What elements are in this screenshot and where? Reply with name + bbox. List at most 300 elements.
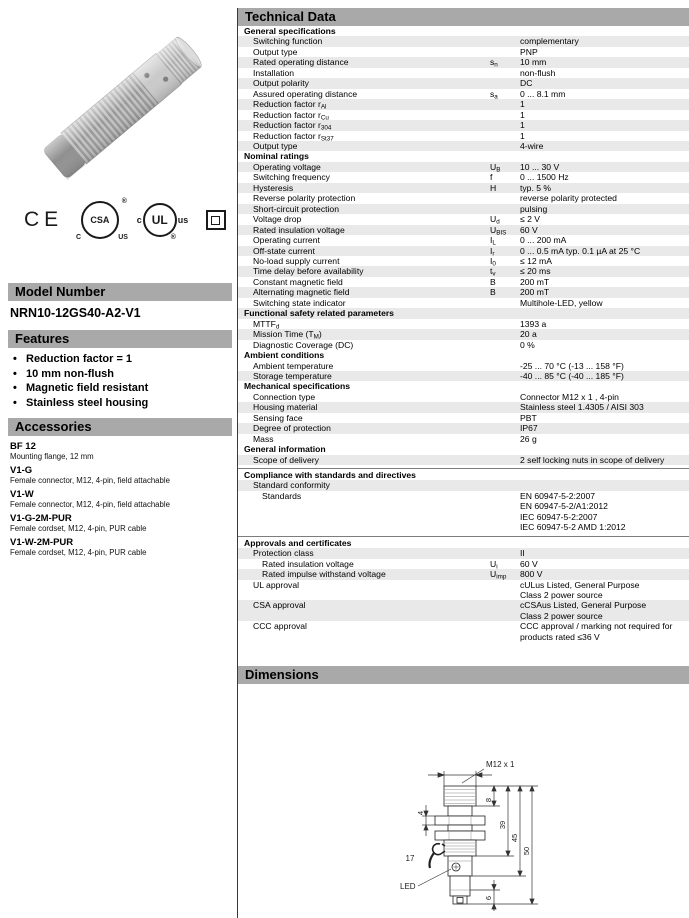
spec-value-line: PNP: [520, 46, 538, 57]
spec-value: [520, 47, 689, 57]
spec-value-line: DC: [520, 78, 533, 89]
spec-value-line: Stainless steel 1.4305 / AISI 303: [520, 402, 644, 413]
spec-label: Mission Time $(T_M)$: [253, 329, 322, 341]
spec-row: [238, 141, 689, 151]
spec-row: [238, 287, 689, 297]
spec-value-line: IEC 60947-5-2:2007: [520, 511, 598, 522]
spec-value: [520, 57, 689, 67]
spec-value-line: 0 ... 0.5 mA typ. 0.1 µA at 25 °C: [520, 245, 641, 256]
spec-value: [520, 204, 689, 214]
spec-row: [238, 329, 689, 339]
spec-row: [238, 246, 689, 256]
spec-row: [238, 434, 689, 444]
spec-value: [520, 455, 689, 465]
dim-4-label: 4: [416, 810, 425, 816]
spec-symbol: $U_d$: [490, 214, 500, 226]
bullet-icon: •: [13, 396, 17, 409]
spec-row: [238, 600, 689, 621]
spec-value: [520, 110, 689, 120]
accessory-name: BF 12: [10, 441, 36, 452]
accessory-name: V1-G: [10, 465, 33, 476]
spec-row: [238, 455, 689, 465]
spec-symbol: [490, 193, 520, 203]
spec-symbol: [490, 47, 520, 57]
accessory-item: [10, 489, 232, 510]
spec-value-line: 10 mm: [520, 57, 547, 68]
spec-row: [238, 68, 689, 78]
spec-row: [238, 99, 689, 109]
spec-row: [238, 120, 689, 130]
feature-text: Magnetic field resistant: [26, 382, 149, 395]
spec-row: [238, 569, 689, 579]
spec-value-line: II: [520, 548, 525, 559]
spec-row: [238, 402, 689, 412]
model-number-header: Model Number: [8, 283, 232, 301]
protection-class-ii-icon: [206, 210, 226, 230]
spec-label: Off-state current: [253, 245, 315, 256]
spec-value: [520, 235, 689, 245]
spec-symbol: [490, 413, 520, 423]
sensor-body: [42, 34, 205, 180]
section-title: General information: [244, 444, 326, 455]
spec-row: [238, 193, 689, 203]
spec-value: [520, 413, 689, 423]
csa-mark-icon: [75, 198, 128, 241]
spec-row: [238, 277, 689, 287]
product-photo: [10, 12, 232, 198]
spec-label: Output type: [253, 46, 298, 57]
section-title: Approvals and certificates: [244, 537, 352, 548]
spec-symbol: $U_{imp}$: [490, 569, 507, 581]
spec-label: Reduction factor $r_{Al}$: [253, 99, 327, 111]
spec-symbol: [490, 340, 520, 350]
spec-symbol: $I_r$: [490, 245, 495, 258]
spec-value-line: ≤ 12 mA: [520, 255, 552, 266]
spec-label: Reduction factor $r_{304}$: [253, 120, 332, 132]
spec-label: Rated insulation voltage: [262, 558, 354, 569]
section-ambient-conditions: [238, 350, 689, 381]
square-inner: [211, 216, 220, 225]
ul-c-label: c: [136, 215, 142, 225]
spec-symbol: [490, 36, 520, 46]
accessory-name: V1-W-2M-PUR: [10, 537, 74, 548]
spec-row: [238, 235, 689, 245]
section-mechanical-specifications: [238, 381, 689, 444]
spec-row: [238, 204, 689, 214]
spec-value: [520, 172, 689, 182]
spec-symbol: [490, 298, 520, 308]
spec-symbol: [490, 402, 520, 412]
spec-value: [520, 580, 689, 601]
spec-row: [238, 548, 689, 558]
spec-row: [238, 423, 689, 433]
spec-row: [238, 162, 689, 172]
thread-size-label: M12 x 1: [486, 760, 515, 769]
spec-symbol: [490, 110, 520, 120]
spec-row: [238, 621, 689, 642]
spec-row: [238, 266, 689, 276]
spec-label: Standard conformity: [253, 480, 330, 491]
features-header: Features: [8, 330, 232, 348]
spec-label: Rated operating distance: [253, 57, 349, 68]
accessory-description: Female connector, M12, 4-pin, field attachable: [10, 476, 170, 485]
spec-value: [520, 214, 689, 224]
section-title: Compliance with standards and directives: [244, 470, 416, 481]
section-general-information: [238, 444, 689, 465]
spec-label: Operating voltage: [253, 161, 321, 172]
spec-value-line: reverse polarity protected: [520, 193, 617, 204]
feature-text: 10 mm non-flush: [26, 367, 115, 380]
spec-symbol: [490, 361, 520, 371]
spec-label: UL approval: [253, 579, 300, 590]
spec-symbol: $s_a$: [490, 88, 498, 101]
spec-symbol: [490, 392, 520, 402]
spec-label: Switching state indicator: [253, 297, 346, 308]
spec-symbol: [490, 548, 520, 558]
dim-50-label: 50: [522, 846, 531, 856]
spec-symbol: [490, 455, 520, 465]
spec-value-line: ≤ 2 V: [520, 214, 541, 225]
spec-value: [520, 569, 689, 579]
spec-symbol: [490, 480, 520, 490]
spec-symbol: f: [490, 172, 493, 183]
spec-symbol: [490, 491, 520, 533]
spec-value-line: typ. 5 %: [520, 182, 552, 193]
section-functional-safety-related-parameters: [238, 308, 689, 350]
spec-label: Scope of delivery: [253, 454, 319, 465]
spec-value: [520, 361, 689, 371]
spec-label: Connection type: [253, 391, 316, 402]
spec-symbol: $U_{BIS}$: [490, 224, 507, 237]
spec-value-line: 1: [520, 109, 525, 120]
spec-value: [520, 621, 689, 642]
accessories-header: Accessories: [8, 418, 232, 436]
section-general-specifications: [238, 26, 689, 151]
spec-symbol: $U_i$: [490, 558, 498, 571]
wrench-size-label: 17: [405, 854, 415, 863]
spec-value-line: 0 ... 8.1 mm: [520, 88, 566, 99]
model-number-value: NRN10-12GS40-A2-V1: [10, 306, 141, 320]
spec-symbol: [490, 329, 520, 339]
spec-symbol: [490, 600, 520, 621]
led-label: LED: [400, 882, 416, 891]
spec-row: [238, 340, 689, 350]
spec-value: [520, 340, 689, 350]
accessory-description: Female cordset, M12, 4-pin, PUR cable: [10, 548, 147, 557]
spec-label: Switching function: [253, 36, 323, 47]
spec-value-line: pulsing: [520, 203, 548, 214]
feature-text: Stainless steel housing: [26, 396, 149, 409]
section-title: Functional safety related parameters: [238, 308, 689, 318]
spec-value-line: 200 mT: [520, 287, 550, 298]
feature-item: [10, 381, 232, 396]
spec-value-line: non-flush: [520, 67, 556, 78]
spec-value: [520, 480, 689, 490]
accessory-description: Female connector, M12, 4-pin, field attachable: [10, 500, 170, 509]
accessory-item: [10, 441, 232, 462]
spec-symbol: B: [490, 276, 496, 287]
accessory-item: [10, 537, 232, 558]
spec-label: Reduction factor $r_{St37}$: [253, 130, 334, 143]
feature-item: [10, 396, 232, 411]
spec-value-line: 2 self locking nuts in scope of delivery: [520, 454, 665, 465]
spec-label: Assured operating distance: [253, 88, 358, 99]
ce-mark-icon: CE: [24, 208, 64, 231]
spec-value: [520, 423, 689, 433]
accessory-name: V1-G-2M-PUR: [10, 513, 72, 524]
spec-label: Output polarity: [253, 78, 309, 89]
spec-label: CSA approval: [253, 600, 306, 611]
accessory-item: [10, 465, 232, 486]
spec-label: Protection class: [253, 548, 314, 559]
spec-value: [520, 559, 689, 569]
ul-circle: UL: [143, 203, 177, 237]
spec-value: [520, 402, 689, 412]
section-title: Ambient conditions: [244, 350, 325, 361]
spec-label: Reverse polarity protection: [253, 193, 356, 204]
spec-value-line: cCSAus Listed, General Purpose: [520, 600, 647, 611]
spec-row: [238, 256, 689, 266]
spec-symbol: [490, 621, 520, 642]
features-list: [10, 352, 232, 410]
spec-symbol: $I_L$: [490, 235, 496, 247]
section-approvals-and-certificates: [238, 536, 689, 643]
spec-symbol: [490, 319, 520, 329]
spec-row: [238, 371, 689, 381]
spec-row: [238, 392, 689, 402]
spec-value: [520, 392, 689, 402]
bullet-icon: •: [13, 353, 17, 365]
accessory-description: Mounting flange, 12 mm: [10, 452, 94, 461]
ul-us-label: us: [177, 215, 189, 225]
dim-6-label: 6: [484, 895, 493, 901]
spec-symbol: $t_v$: [490, 266, 496, 278]
spec-label: Time delay before availability: [253, 266, 364, 277]
spec-row: [238, 298, 689, 308]
spec-value-line: -40 ... 85 °C (-40 ... 185 °F): [520, 370, 624, 381]
section-nominal-ratings: [238, 151, 689, 308]
spec-value-line: -25 ... 70 °C (-13 ... 158 °F): [520, 360, 624, 371]
spec-value: [520, 266, 689, 276]
highlight: [42, 37, 202, 180]
spec-label: Standards: [262, 490, 302, 501]
dimensions-header: Dimensions: [238, 666, 689, 684]
spec-label: Output type: [253, 140, 298, 151]
spec-label: No-load supply current: [253, 255, 340, 266]
accessory-item: [10, 513, 232, 534]
spec-value-line: 800 V: [520, 569, 543, 580]
ul-reg-symbol: ®: [170, 234, 176, 241]
spec-row: [238, 559, 689, 569]
spec-value-line: 0 ... 1500 Hz: [520, 172, 569, 183]
spec-value: [520, 78, 689, 88]
dim-8-label: 8: [484, 797, 493, 803]
spec-row: [238, 413, 689, 423]
spec-label: Ambient temperature: [253, 360, 334, 371]
ul-mark-icon: [136, 203, 189, 241]
spec-value: [520, 298, 689, 308]
csa-us-label: US: [118, 234, 128, 241]
spec-label: Mass: [253, 433, 274, 444]
spec-symbol: [490, 68, 520, 78]
spec-symbol: $I_0$: [490, 255, 496, 268]
spec-row: [238, 172, 689, 182]
spec-value: [520, 162, 689, 172]
technical-data-header: Technical Data: [238, 8, 689, 26]
spec-row: [238, 57, 689, 67]
spec-symbol: H: [490, 182, 497, 193]
spec-row: [238, 580, 689, 601]
spec-symbol: B: [490, 287, 496, 298]
spec-value: [520, 131, 689, 141]
spec-label: Constant magnetic field: [253, 276, 343, 287]
spec-label: $MTTF_d$: [253, 318, 280, 331]
spec-value-line: Multihole-LED, yellow: [520, 297, 603, 308]
spec-value-line: 1: [520, 120, 525, 131]
feature-item: [10, 367, 232, 382]
square-outer: [206, 210, 226, 230]
spec-value: [520, 193, 689, 203]
spec-value-line: 1: [520, 99, 525, 110]
spec-value-line: Connector M12 x 1 , 4-pin: [520, 391, 619, 402]
spec-value-line: EN 60947-5-2/A1:2012: [520, 501, 608, 512]
spec-value-line: PBT: [520, 412, 537, 423]
spec-symbol: $s_n$: [490, 57, 498, 69]
spec-row: [238, 183, 689, 193]
spec-symbol: [490, 204, 520, 214]
spec-row: [238, 89, 689, 99]
spec-value: [520, 434, 689, 444]
spec-label: Housing material: [253, 402, 318, 413]
spec-label: Storage temperature: [253, 370, 332, 381]
spec-value-line: ≤ 20 ms: [520, 266, 551, 277]
spec-value-line: 60 V: [520, 558, 538, 569]
spec-label: Reduction factor $r_{Cu}$: [253, 109, 329, 122]
spec-symbol: [490, 434, 520, 444]
spec-value-line: 26 g: [520, 433, 537, 444]
spec-value-line: CCC approval / marking not required for products rated ≤36 V: [520, 621, 673, 642]
spec-label: Switching frequency: [253, 172, 330, 183]
spec-value: [520, 89, 689, 99]
spec-value: [520, 246, 689, 256]
spec-symbol: [490, 141, 520, 151]
dim-39-label: 39: [498, 820, 507, 830]
spec-label: Sensing face: [253, 412, 303, 423]
dim-45-label: 45: [510, 833, 519, 843]
spec-label: CCC approval: [253, 621, 307, 632]
spec-value-line: 20 a: [520, 329, 537, 340]
certification-row: [8, 200, 232, 240]
spec-value: [520, 256, 689, 266]
section-title: Mechanical specifications: [244, 381, 351, 392]
spec-symbol: [490, 371, 520, 381]
bullet-icon: •: [13, 367, 17, 380]
spec-row: [238, 47, 689, 57]
spec-value: [520, 36, 689, 46]
spec-value-line: 60 V: [520, 224, 538, 235]
spec-value-line: 200 mT: [520, 276, 550, 287]
spec-label: Rated impulse withstand voltage: [262, 569, 386, 580]
spec-value-line: cULus Listed, General Purpose: [520, 579, 640, 590]
spec-value: [520, 548, 689, 558]
spec-symbol: [490, 78, 520, 88]
spec-row: [238, 36, 689, 46]
spec-value-line: complementary: [520, 36, 579, 47]
spec-row: [238, 319, 689, 329]
technical-data-table: [238, 26, 689, 642]
spec-value: [520, 120, 689, 130]
spec-row: [238, 214, 689, 224]
accessories-list: [10, 441, 232, 561]
spec-row: [238, 78, 689, 88]
spec-value: [520, 491, 689, 533]
spec-value: [520, 99, 689, 109]
spec-label: Diagnostic Coverage (DC): [253, 339, 354, 350]
spec-label: Rated insulation voltage: [253, 224, 345, 235]
spec-symbol: [490, 131, 520, 141]
spec-value: [520, 371, 689, 381]
spec-value-line: IEC 60947-5-2 AMD 1:2012: [520, 522, 626, 533]
spec-value-line: 10 ... 30 V: [520, 161, 560, 172]
spec-symbol: [490, 120, 520, 130]
feature-text: Reduction factor = 1: [26, 353, 133, 365]
spec-value: [520, 329, 689, 339]
accessory-name: V1-W: [10, 489, 34, 500]
spec-symbol: [490, 423, 520, 433]
spec-label: Short-circuit protection: [253, 203, 339, 214]
spec-symbol: [490, 99, 520, 109]
spec-row: [238, 361, 689, 371]
spec-row: [238, 110, 689, 120]
spec-row: [238, 225, 689, 235]
spec-value-line: 4-wire: [520, 140, 544, 151]
spec-label: Hysteresis: [253, 182, 294, 193]
spec-label: Installation: [253, 67, 295, 78]
spec-label: Operating current: [253, 235, 320, 246]
spec-row: [238, 131, 689, 141]
csa-c-label: C: [75, 234, 81, 241]
feature-item: [10, 352, 232, 367]
spec-value-line: 0 ... 200 mA: [520, 235, 567, 246]
spec-label: Degree of protection: [253, 423, 331, 434]
spec-label: Alternating magnetic field: [253, 287, 350, 298]
spec-value-line: 1393 a: [520, 318, 547, 329]
spec-value-line: EN 60947-5-2:2007: [520, 490, 596, 501]
section-title: General specifications: [244, 26, 336, 36]
spec-row: [238, 480, 689, 490]
spec-value: [520, 600, 689, 621]
spec-value-line: Class 2 power source: [520, 610, 603, 621]
spec-value: [520, 141, 689, 151]
spec-value: [520, 225, 689, 235]
spec-value: [520, 183, 689, 193]
spec-value-line: IP67: [520, 423, 538, 434]
accessory-description: Female cordset, M12, 4-pin, PUR cable: [10, 524, 147, 533]
spec-value: [520, 277, 689, 287]
spec-value: [520, 68, 689, 78]
bullet-icon: •: [13, 382, 17, 395]
spec-symbol: [490, 580, 520, 601]
dimension-drawing: [378, 743, 618, 915]
section-title: Nominal ratings: [244, 151, 309, 162]
spec-value-line: 1: [520, 130, 525, 141]
csa-reg-symbol: ®: [121, 198, 127, 205]
csa-circle: CSA: [81, 201, 119, 239]
spec-symbol: $U_B$: [490, 161, 501, 174]
spec-value-line: 0 %: [520, 339, 535, 350]
spec-value: [520, 319, 689, 329]
spec-value: [520, 287, 689, 297]
